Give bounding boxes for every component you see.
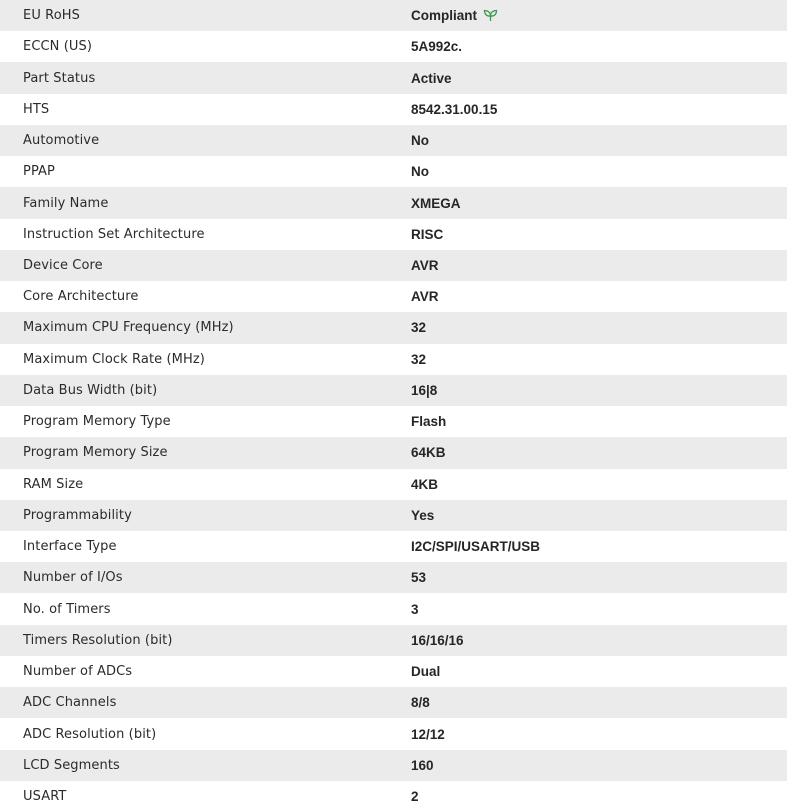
spec-label: Family Name	[23, 195, 109, 211]
spec-value	[411, 258, 439, 273]
spec-value	[411, 414, 446, 429]
spec-value-text: Dual	[411, 664, 441, 680]
spec-value	[411, 727, 445, 742]
spec-value	[411, 664, 440, 679]
leaf-icon	[483, 9, 498, 22]
spec-value	[411, 383, 437, 398]
spec-value-text: 16|8	[411, 382, 438, 398]
spec-row	[0, 187, 787, 218]
spec-value-text: 64KB	[411, 445, 446, 461]
spec-label: Number of I/Os	[23, 570, 123, 586]
spec-value-text: Active	[411, 70, 452, 86]
spec-row	[0, 656, 787, 687]
spec-label: Programmability	[23, 507, 132, 523]
spec-value	[411, 8, 498, 23]
spec-value-text: 12/12	[411, 726, 445, 742]
spec-row	[0, 125, 787, 156]
spec-row	[0, 593, 787, 624]
spec-label: Program Memory Type	[23, 414, 171, 430]
spec-value	[411, 445, 446, 460]
spec-value-text: 3	[411, 601, 419, 617]
spec-label: PPAP	[23, 164, 55, 180]
spec-value-text: Compliant	[411, 8, 477, 24]
spec-value	[411, 102, 497, 117]
spec-label: USART	[23, 788, 67, 804]
spec-row	[0, 94, 787, 125]
spec-value	[411, 164, 429, 179]
spec-value	[411, 196, 461, 211]
spec-value	[411, 758, 434, 773]
spec-row	[0, 62, 787, 93]
spec-value	[411, 508, 434, 523]
spec-label: Timers Resolution (bit)	[23, 632, 173, 648]
spec-value	[411, 71, 452, 86]
spec-row	[0, 562, 787, 593]
spec-label: Automotive	[23, 133, 100, 149]
spec-value-text: Flash	[411, 414, 447, 430]
spec-value	[411, 227, 443, 242]
spec-value-text: 2	[411, 788, 419, 804]
spec-value	[411, 695, 430, 710]
spec-value-text: 8542.31.00.15	[411, 101, 498, 117]
spec-value	[411, 133, 429, 148]
spec-label: RAM Size	[23, 476, 84, 492]
spec-value-text: 53	[411, 570, 427, 586]
spec-label: Core Architecture	[23, 289, 139, 305]
spec-value	[411, 633, 464, 648]
spec-label: Number of ADCs	[23, 664, 133, 680]
spec-value	[411, 789, 419, 804]
spec-value-text: No	[411, 164, 429, 180]
spec-row	[0, 625, 787, 656]
spec-value-text: Yes	[411, 507, 435, 523]
spec-value-text: No	[411, 133, 429, 149]
spec-row	[0, 687, 787, 718]
spec-value-text: 32	[411, 320, 427, 336]
spec-label: Instruction Set Architecture	[23, 226, 205, 242]
spec-value-text: 5A992c.	[411, 39, 463, 55]
spec-label: Device Core	[23, 257, 103, 273]
spec-value-text: RISC	[411, 226, 444, 242]
spec-row	[0, 344, 787, 375]
spec-label: Interface Type	[23, 539, 117, 555]
spec-value-text: 4KB	[411, 476, 439, 492]
spec-row	[0, 312, 787, 343]
spec-value	[411, 539, 540, 554]
spec-row	[0, 781, 787, 812]
spec-value-text: 32	[411, 351, 427, 367]
spec-row	[0, 500, 787, 531]
spec-value-text: 160	[411, 757, 434, 773]
spec-row	[0, 0, 787, 31]
spec-label: EU RoHS	[23, 8, 80, 24]
spec-value	[411, 477, 438, 492]
spec-row	[0, 156, 787, 187]
spec-value	[411, 602, 419, 617]
spec-value-text: AVR	[411, 289, 439, 305]
spec-row	[0, 250, 787, 281]
spec-value	[411, 570, 426, 585]
spec-row	[0, 375, 787, 406]
spec-value	[411, 352, 426, 367]
spec-value-text: XMEGA	[411, 195, 461, 211]
spec-value	[411, 39, 462, 54]
spec-row	[0, 437, 787, 468]
spec-label: Part Status	[23, 70, 96, 86]
spec-label: No. of Timers	[23, 601, 111, 617]
spec-label: ADC Resolution (bit)	[23, 726, 157, 742]
spec-row	[0, 531, 787, 562]
spec-value	[411, 289, 439, 304]
spec-row	[0, 219, 787, 250]
spec-value-text: 8/8	[411, 695, 430, 711]
spec-label: ECCN (US)	[23, 39, 93, 55]
spec-value-text: 16/16/16	[411, 632, 464, 648]
spec-label: HTS	[23, 101, 50, 117]
spec-row	[0, 750, 787, 781]
spec-label: Maximum CPU Frequency (MHz)	[23, 320, 234, 336]
spec-value-text: I2C/SPI/USART/USB	[411, 539, 541, 555]
spec-row	[0, 718, 787, 749]
spec-label: Data Bus Width (bit)	[23, 382, 158, 398]
spec-row	[0, 31, 787, 62]
spec-label: ADC Channels	[23, 695, 117, 711]
spec-label: Maximum Clock Rate (MHz)	[23, 351, 205, 367]
spec-row	[0, 281, 787, 312]
spec-row	[0, 406, 787, 437]
spec-value	[411, 320, 426, 335]
spec-label: LCD Segments	[23, 757, 120, 773]
spec-value-text: AVR	[411, 257, 439, 273]
spec-row	[0, 469, 787, 500]
spec-label: Program Memory Size	[23, 445, 168, 461]
